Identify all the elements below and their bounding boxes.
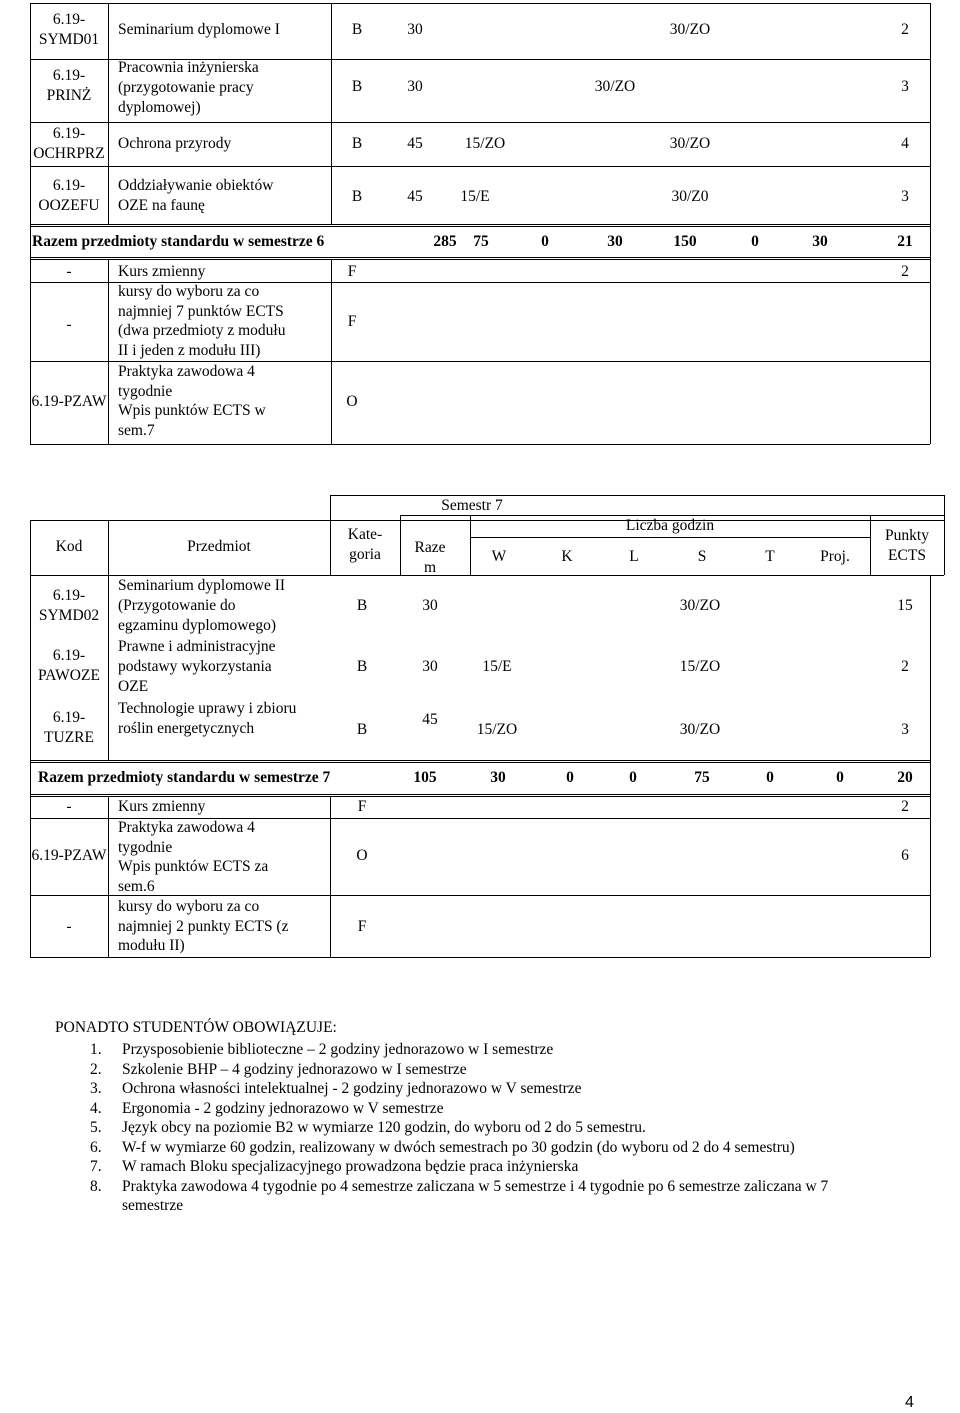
- header-col-s: S: [697, 548, 707, 565]
- subject-code: 6.19- PRINŻ: [46, 67, 92, 104]
- notes-title: PONADTO STUDENTÓW OBOWIĄZUJE:: [55, 1019, 337, 1036]
- notes-list: [90, 1040, 828, 1216]
- subject-code: 6.19-PZAW: [31, 393, 107, 410]
- note-number: 8.: [90, 1177, 102, 1195]
- subject-name: Praktyka zawodowa 4 tygodnie Wpis punktów ECTS w sem.7: [118, 363, 266, 439]
- category: B: [351, 135, 363, 152]
- ects: 2: [901, 21, 909, 38]
- note-number: 6.: [90, 1138, 102, 1156]
- header-punkty-ects: Punkty ECTS: [885, 527, 929, 564]
- sum-value: 0: [566, 769, 574, 786]
- hours-total: 30: [407, 78, 423, 95]
- category: O: [346, 393, 358, 410]
- header-col-proj: Proj.: [820, 548, 850, 565]
- subject-name: Ochrona przyrody: [118, 135, 232, 152]
- sum-value: 75: [473, 233, 489, 250]
- hours-t: 30/ZO: [679, 721, 721, 738]
- sum-value: 0: [836, 769, 844, 786]
- ects: 2: [901, 658, 909, 675]
- hours-total: 30: [407, 21, 423, 38]
- subject-name: Kurs zmienny: [118, 263, 206, 280]
- sum-value: 0: [629, 769, 637, 786]
- ects: 3: [901, 188, 909, 205]
- ects: 3: [901, 721, 909, 738]
- sum-label: Razem przedmioty standardu w semestrze 6: [32, 233, 325, 250]
- subject-code: 6.19- TUZRE: [44, 709, 94, 746]
- header-razem: Raze m: [414, 539, 446, 576]
- header-col-k: K: [561, 548, 573, 565]
- sum-value: 30: [490, 769, 506, 786]
- subject-code: 6.19- PAWOZE: [38, 647, 100, 684]
- hours-t: 30/ZO: [679, 597, 721, 614]
- note-item: [90, 1079, 828, 1099]
- category: B: [356, 597, 368, 614]
- note-number: 1.: [90, 1041, 102, 1058]
- sum-value: 0: [751, 233, 759, 250]
- subject-name: Pracownia inżynierska (przygotowanie pracy dyplomowej): [118, 59, 259, 116]
- category: F: [357, 798, 367, 815]
- sum-value: 105: [413, 769, 437, 786]
- subject-name: Prawne i administracyjne podstawy wykorzystania OZE: [118, 638, 276, 695]
- ects: 6: [901, 847, 909, 864]
- note-item: [90, 1118, 828, 1138]
- sum-value: 0: [541, 233, 549, 250]
- note-text: Ergonomia - 2 godziny jednorazowo w V semestrze: [122, 1099, 444, 1117]
- sum-value: 75: [694, 769, 710, 786]
- category: O: [356, 847, 368, 864]
- subject-code: 6.19- SYMD02: [38, 587, 100, 624]
- note-item: [90, 1099, 828, 1119]
- category: B: [351, 21, 363, 38]
- header-liczba-godzin: Liczba godzin: [625, 517, 715, 534]
- hours-t: 30/ZO: [669, 21, 711, 38]
- note-number: 2.: [90, 1060, 102, 1078]
- note-item: [90, 1138, 828, 1158]
- note-item: [90, 1060, 828, 1080]
- note-text: Ochrona własności intelektualnej - 2 godziny jednorazowo w V semestrze: [122, 1080, 582, 1097]
- ects: 2: [901, 263, 909, 280]
- sum-label: Razem przedmioty standardu w semestrze 7: [38, 769, 331, 786]
- category: B: [351, 188, 363, 205]
- hours-t: 30/ZO: [669, 135, 711, 152]
- subject-name: Oddziaływanie obiektów OZE na faunę: [118, 177, 274, 214]
- sum-value: 21: [897, 233, 913, 250]
- hours-total: 30: [422, 597, 438, 614]
- note-text: Praktyka zawodowa 4 tygodnie po 4 semestrze zaliczana w 5 semestrze i 4 tygodnie po 6 semestrze zaliczana w 7 semestrze: [122, 1177, 829, 1214]
- note-item: [90, 1177, 828, 1216]
- note-text: Szkolenie BHP – 4 godziny jednorazowo w I semestrze: [122, 1060, 467, 1078]
- subject-code: 6.19- OOZEFU: [38, 177, 100, 214]
- header-kod: Kod: [55, 538, 83, 555]
- sum-value: 150: [673, 233, 697, 250]
- note-text: W ramach Bloku specjalizacyjnego prowadzona będzie praca inżynierska: [122, 1158, 579, 1175]
- sum-value: 30: [607, 233, 623, 250]
- sum-value: 30: [812, 233, 828, 250]
- note-text: W-f w wymiarze 60 godzin, realizowany w dwóch semestrach po 30 godzin (do wyboru od 2 do 4 semestru): [122, 1138, 795, 1156]
- category: F: [357, 918, 367, 935]
- sum-value: 0: [766, 769, 774, 786]
- subject-code: 6.19- SYMD01: [38, 11, 100, 48]
- header-col-l: L: [629, 548, 639, 565]
- subject-code: 6.19- OCHRPRZ: [33, 125, 105, 162]
- note-number: 4.: [90, 1099, 102, 1117]
- hours-total: 45: [422, 711, 438, 728]
- hours-w: 15/E: [482, 658, 512, 675]
- hours-w: 15/E: [460, 188, 490, 205]
- header-col-t: T: [765, 548, 775, 565]
- subject-name: Kurs zmienny: [118, 798, 206, 815]
- header-semestr: Semestr 7: [441, 497, 503, 514]
- subject-code: -: [66, 918, 72, 935]
- note-item: [90, 1157, 828, 1177]
- subject-code: 6.19-PZAW: [31, 847, 107, 864]
- hours-t: 30/ZO: [594, 78, 636, 95]
- category: F: [347, 313, 357, 330]
- subject-name: Technologie uprawy i zbioru roślin energetycznych: [118, 700, 297, 737]
- subject-name: Praktyka zawodowa 4 tygodnie Wpis punktów ECTS za sem.6: [118, 819, 269, 895]
- hours-w: 15/ZO: [464, 135, 506, 152]
- category: F: [347, 263, 357, 280]
- hours-total: 45: [407, 135, 423, 152]
- subject-name: Seminarium dyplomowe I: [118, 21, 280, 38]
- category: B: [356, 658, 368, 675]
- sum-value: 285: [433, 233, 457, 250]
- category: B: [356, 721, 368, 738]
- subject-code: -: [66, 798, 72, 815]
- header-kategoria: Kate- goria: [347, 526, 383, 563]
- header-przedmiot: Przedmiot: [187, 538, 251, 555]
- ects: 4: [901, 135, 909, 152]
- note-text: Przysposobienie biblioteczne – 2 godziny jednorazowo w I semestrze: [122, 1041, 554, 1058]
- note-number: 5.: [90, 1119, 102, 1136]
- subject-code: -: [66, 316, 72, 333]
- note-text: Język obcy na poziomie B2 w wymiarze 120 godzin, do wyboru od 2 do 5 semestru.: [122, 1119, 646, 1136]
- note-number: 3.: [90, 1080, 102, 1097]
- page-number: 4: [905, 1394, 914, 1411]
- note-number: 7.: [90, 1158, 102, 1175]
- subject-code: -: [66, 263, 72, 280]
- category: B: [351, 78, 363, 95]
- note-item: [90, 1040, 828, 1060]
- sum-value: 20: [897, 769, 913, 786]
- hours-t: 15/ZO: [679, 658, 721, 675]
- ects: 2: [901, 798, 909, 815]
- hours-w: 15/ZO: [476, 721, 518, 738]
- hours-total: 45: [407, 188, 423, 205]
- ects: 3: [901, 78, 909, 95]
- header-col-w: W: [491, 548, 507, 565]
- subject-name: kursy do wyboru za co najmniej 2 punkty ECTS (z modułu II): [118, 898, 289, 954]
- subject-name: kursy do wyboru za co najmniej 7 punktów ECTS (dwa przedmioty z modułu II i jeden z modułu III): [118, 283, 286, 359]
- hours-total: 30: [422, 658, 438, 675]
- hours-t: 30/Z0: [671, 188, 709, 205]
- ects: 15: [897, 597, 913, 614]
- subject-name: Seminarium dyplomowe II (Przygotowanie do egzaminu dyplomowego): [118, 577, 286, 634]
